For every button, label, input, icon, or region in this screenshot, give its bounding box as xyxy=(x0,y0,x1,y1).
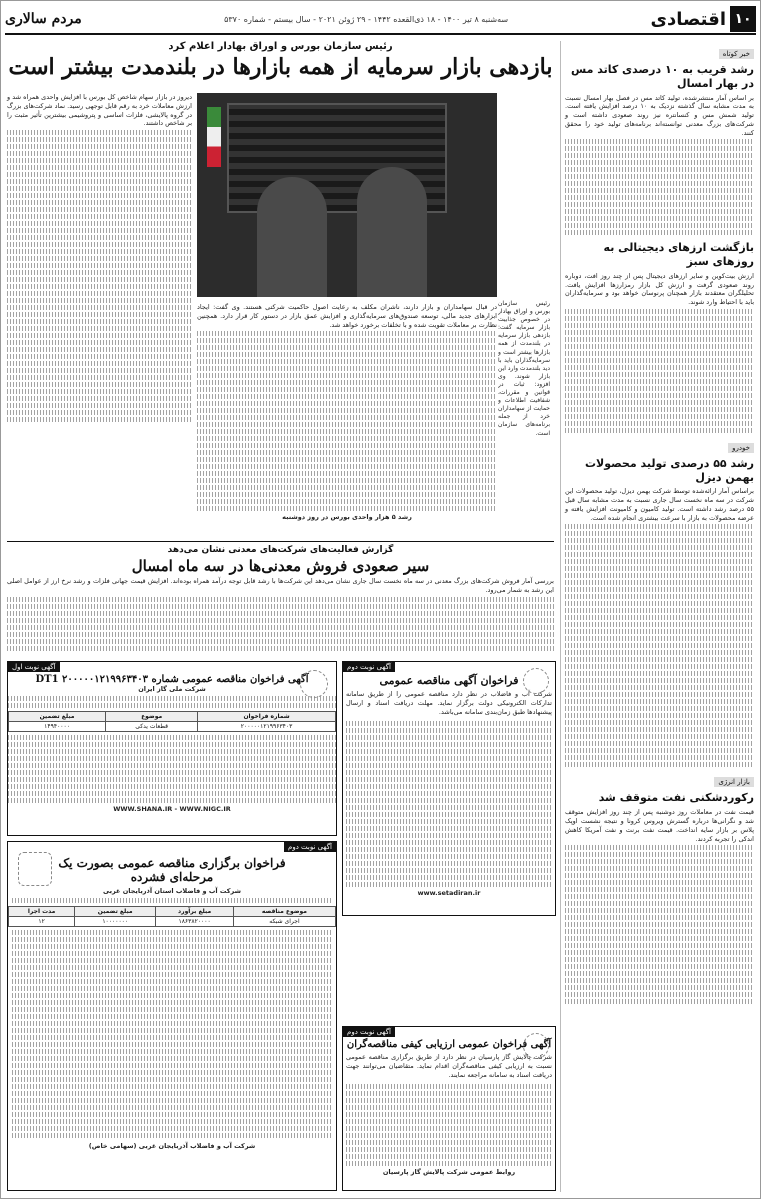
ad-website: WWW.SHANA.IR - WWW.NIGC.IR xyxy=(113,804,231,813)
tender-ad-gas xyxy=(7,661,337,836)
org-logo-icon xyxy=(523,1033,549,1059)
org-logo-icon xyxy=(523,668,549,694)
story-title: بازگشت ارزهای دیجیتالی به روزهای سبز xyxy=(603,241,754,269)
table-cell: ۲۰۰۰۰۰۱۲۱۹۹۶۳۴۰۳ xyxy=(198,721,336,731)
news-sidebar xyxy=(560,41,754,1192)
ad-title: فراخوان برگزاری مناقصه عمومی بصورت یک مرحله‌ای فشرده xyxy=(58,856,286,884)
left-text-column xyxy=(7,93,192,424)
main-area xyxy=(7,41,554,1192)
ad-text: شرکت پالایش گاز پارسیان در نظر دارد از طریق برگزاری مناقصه عمومی نسبت به ارزیابی کیفی مناقصه‌گران اقدام نماید. متقاضیان می‌توانند جهت دریافت اسناد به سامانه مراجعه نمایند. xyxy=(346,1053,552,1079)
mining-text: بررسی آمار فروش شرکت‌های بزرگ معدنی در سه ماه نخست سال جاری نشان می‌دهد این شرکت‌ها با رشد قابل توجه درآمد همراه بوده‌اند. افزایش قیمت جهانی فلزات و رشد نرخ ارز از عوامل اصلی این رشد به شمار می‌رود. xyxy=(7,577,554,594)
article-text: در قبال سهامداران و بازار دارند، ناشران مکلف به رعایت اصول حاکمیت شرکتی هستند. وی گفت: ایجاد ابزارهای جدید مالی، توسعه صندوق‌های سرمایه‌گذاری و افزایش عمق بازار در دستور کار قرار دارد. همچنین نظارت بر معاملات تقویت شده و با تخلفات برخورد خواهد شد. xyxy=(197,303,497,329)
tender-ad-parsian xyxy=(342,1026,556,1191)
table-cell: ۱۸۶۳۸۲۰۰۰۰ xyxy=(156,916,234,926)
section-title: مردم سالاری xyxy=(5,11,82,27)
water-logo-icon xyxy=(18,852,52,886)
table-header: شماره فراخوان xyxy=(198,711,336,721)
ad-org: شرکت ملی گاز ایران xyxy=(138,685,206,693)
text-under-photo xyxy=(197,303,497,522)
ad-title: فراخوان آگهی مناقصه عمومی xyxy=(379,674,519,687)
mining-section xyxy=(7,541,554,656)
page-number: ۱۰ xyxy=(730,6,756,32)
table-cell: قطعات یدکی xyxy=(106,721,198,731)
ad-text: شرکت آب و فاضلاب در نظر دارد مناقصه عمومی را از طریق سامانه تدارکات الکترونیکی دولت برگزار نماید. مهلت دریافت اسناد و ارسال پیشنهادها طبق زمان‌بندی سامانه می‌باشد. xyxy=(346,690,552,716)
ad-org: شرکت آب و فاضلاب استان آذربایجان غربی xyxy=(103,887,241,895)
story-title: رکوردشکنی نفت متوقف شد xyxy=(598,791,754,805)
date-line: سه‌شنبه ۸ تیر ۱۴۰۰ - ۱۸ ذی‌القعده ۱۴۴۲ - ۲۹ ژوئن ۲۰۲۱ - سال بیستم - شماره ۵۳۷۰ xyxy=(224,14,509,24)
story-text: قیمت نفت در معاملات روز دوشنبه پس از چند روز افزایش متوقف شد و نگرانی‌ها درباره گسترش ویروس کرونا و نتیجه نشست اوپک پلاس بر بازار سایه انداخت. قیمت نفت برنت و نفت آمریکا کاهش اندکی را تجربه کردند. xyxy=(565,808,754,843)
headline-kicker: رئیس سازمان بورس و اوراق بهادار اعلام کرد xyxy=(168,41,393,52)
market-photo xyxy=(197,93,497,297)
paper-logo xyxy=(650,6,756,32)
photo-caption: رشد ۵ هزار واحدی بورس در روز دوشنبه xyxy=(282,513,412,522)
table-cell: اجرای شبکه xyxy=(233,916,335,926)
story-text: ارزش بیت‌کوین و سایر ارزهای دیجیتال پس از چند روز افت، دوباره روند صعودی گرفت و ارزش کل بازار رمزارزها افزایش یافت. تحلیلگران معتقدند بازار همچنان پرنوسان خواهد بود و سرمایه‌گذاران باید با احتیاط وارد شوند. xyxy=(565,271,754,307)
table-header: موضوع xyxy=(106,711,198,721)
ad-table xyxy=(8,711,336,732)
ad-website: www.setadiran.ir xyxy=(417,889,481,898)
tender-ad-water xyxy=(342,661,556,916)
mining-headline: سیر صعودی فروش معدنی‌ها در سه ماه امسال xyxy=(131,557,430,575)
table-cell: ۱۴۹۴۰۰۰۰ xyxy=(9,721,106,731)
table-header: مبلغ تضمین xyxy=(75,906,156,916)
table-cell: ۱۰۰۰۰۰۰۰ xyxy=(75,916,156,926)
person-image xyxy=(257,177,327,297)
main-headline: بازدهی بازار سرمایه از همه بازارها در بلندمدت بیشتر است xyxy=(8,54,553,80)
stock-report-text: دیروز در بازار سهام شاخص کل بورس با افزایش واحدی همراه شد و ارزش معاملات خرد به رقم قابل توجهی رسید. نماد شرکت‌های بزرگ در گروه پالایشی، فلزات اساسی و پتروشیمی بیشترین تأثیر مثبت را بر شاخص داشتند. xyxy=(6,93,192,128)
table-header: مدت اجرا xyxy=(9,906,75,916)
ad-badge: آگهی نوبت دوم xyxy=(343,662,395,672)
masthead xyxy=(5,5,756,35)
person-image xyxy=(357,167,427,297)
ad-title: آگهی فراخوان عمومی ارزیابی کیفی مناقصه‌گران xyxy=(346,1039,552,1050)
org-logo-icon xyxy=(300,670,328,698)
sidebar-tag: خودرو xyxy=(728,443,754,453)
sidebar-tag: بازار انرژی xyxy=(714,777,754,787)
table-header: مبلغ برآورد xyxy=(156,906,234,916)
ad-footer: روابط عمومی شرکت پالایش گاز پارسیان xyxy=(382,1168,516,1177)
flag-image xyxy=(207,107,221,167)
ad-badge: آگهی نوبت دوم xyxy=(284,842,336,852)
mining-kicker: گزارش فعالیت‌های شرکت‌های معدنی نشان می‌دهد xyxy=(167,545,394,555)
ad-table xyxy=(8,906,336,927)
tender-ad-azerbaijan xyxy=(7,841,337,1191)
story-title: رشد قریب به ۱۰ درصدی کاتد مس در بهار امسال xyxy=(571,63,754,90)
story-title: رشد ۵۵ درصدی تولید محصولات بهمن دیزل xyxy=(584,456,754,484)
ad-badge: آگهی نوبت اول xyxy=(8,662,60,672)
paper-name: اقتصادی xyxy=(650,8,726,30)
ad-title: آگهی فراخوان مناقصه عمومی شماره ۲۰۰۰۰۰۱۲۱۹۹۶۳۴۰۳ DT1 xyxy=(35,674,309,685)
table-cell: ۱۲ xyxy=(9,916,75,926)
ad-footer: شرکت آب و فاضلاب آذربایجان غربی (سهامی خاص) xyxy=(88,1141,256,1150)
sidebar-tag: خبر کوتاه xyxy=(719,49,754,59)
story-text: بر اساس آمار منتشرشده، تولید کاتد مس در فصل بهار امسال نسبت به مدت مشابه سال گذشته نزدیک به ۱۰ درصد افزایش یافته است. تولید شمش مس و کنسانتره نیز روند صعودی داشته است و شرکت‌های بزرگ معدنی توانسته‌اند برنامه‌های تولید خود را محقق کنند. xyxy=(565,93,754,137)
ad-badge: آگهی نوبت دوم xyxy=(343,1027,395,1037)
table-header: مبلغ تضمین xyxy=(9,711,106,721)
table-header: موضوع مناقصه xyxy=(233,906,335,916)
lead-paragraph: رئیس سازمان بورس و اوراق بهادار در خصوص جذابیت بازار سرمایه گفت: بازدهی بازار سرمایه در بلندمدت از همه بازارها بیشتر است و سرمایه‌گذاران باید با دید بلندمدت وارد این بازار شوند. وی افزود: ثبات در قوانین و مقررات، شفافیت اطلاعات و حمایت از سهامداران خرد از جمله برنامه‌های سازمان است. xyxy=(498,300,550,437)
story-text: براساس آمار ارائه‌شده توسط شرکت بهمن دیزل، تولید محصولات این شرکت در سه ماه نخست سال جاری نسبت به مدت مشابه سال قبل ۵۵ درصد رشد داشته است. تولید کامیون و کامیونت افزایش یافته و عرضه محصولات به بازار با سرعت بیشتری انجام شده است. xyxy=(565,487,754,522)
